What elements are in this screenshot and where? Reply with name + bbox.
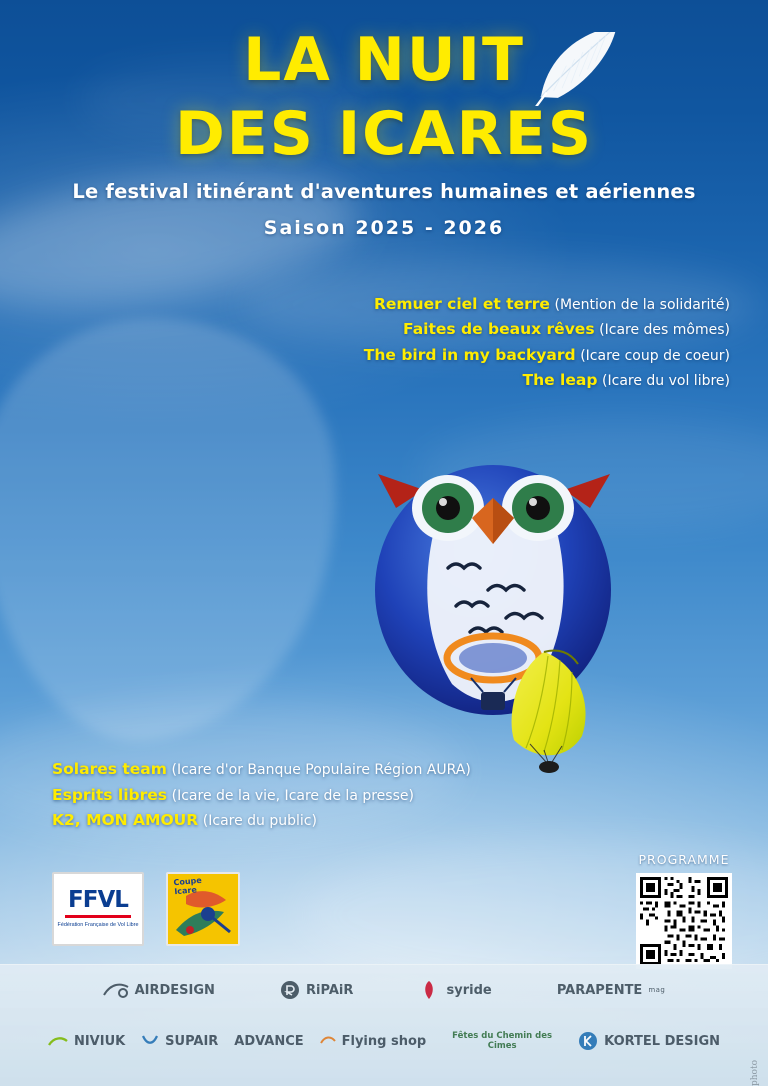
flying-shop-icon	[320, 1033, 336, 1049]
sponsor-logo[interactable]	[442, 1031, 562, 1051]
award-category: (Icare du vol libre)	[602, 373, 730, 390]
sponsor-band	[0, 964, 768, 1086]
ffvl-logo[interactable]	[52, 872, 144, 946]
syride-icon	[418, 979, 440, 1001]
award-name: Remuer ciel et terre	[373, 295, 550, 313]
airdesign-icon	[103, 981, 129, 999]
sponsor-row-1	[0, 979, 768, 1001]
award-item	[364, 368, 730, 393]
sponsor-logo[interactable]	[280, 980, 353, 1000]
award-name: Faites de beaux rêves	[403, 320, 595, 339]
sponsor-name: PARAPENTE	[556, 982, 643, 998]
award-item	[52, 808, 471, 834]
awards-list-top	[364, 292, 730, 394]
feather-icon	[524, 32, 634, 106]
organiser-logos	[52, 872, 240, 946]
poster-title-line1: LA NUIT	[243, 25, 525, 95]
sponsor-name: AIRDESIGN	[134, 982, 215, 998]
award-category: (Icare des mômes)	[599, 322, 730, 339]
sponsor-name: syride	[446, 982, 492, 998]
sponsor-name: Fêtes du Chemin des Cimes	[452, 1031, 553, 1051]
hot-air-balloon-image	[338, 440, 668, 780]
supair-icon	[141, 1033, 159, 1049]
coupe-icare-logo-text	[173, 877, 203, 897]
poster-subtitle: Le festival itinérant d'aventures humaines et aériennes	[72, 180, 696, 203]
award-category: (Icare d'or Banque Populaire Région AURA)	[171, 762, 471, 778]
sponsor-name: Flying shop	[341, 1033, 427, 1049]
awards-list-bottom	[52, 757, 471, 834]
sponsor-row-2	[0, 1031, 768, 1051]
ffvl-logo-bar	[65, 915, 131, 918]
award-item	[364, 343, 730, 368]
award-category: (Icare de la vie, Icare de la presse)	[171, 787, 414, 804]
title-block	[0, 25, 768, 239]
award-name: K2, MON AMOUR	[52, 811, 199, 830]
ffvl-logo-subtitle: Fédération Française de Vol Libre	[57, 921, 139, 928]
sponsor-logo[interactable]	[48, 1034, 125, 1049]
award-name: The leap	[522, 371, 598, 390]
sponsor-logo[interactable]	[103, 981, 215, 999]
award-category: (Icare coup de coeur)	[580, 347, 730, 364]
award-name: Esprits libres	[52, 785, 168, 804]
award-category: (Mention de la solidarité)	[554, 297, 730, 313]
photo-credit: photo	[750, 1060, 760, 1086]
sponsor-name: KORTEL DESIGN	[604, 1033, 721, 1049]
sponsor-logo[interactable]	[578, 1031, 720, 1051]
award-name: The bird in my backyard	[363, 345, 576, 364]
sponsor-logo[interactable]	[418, 979, 491, 1001]
programme-block	[636, 852, 732, 969]
poster-title-line2: DES ICARES	[174, 99, 594, 169]
sponsor-name: NIVIUK	[73, 1033, 126, 1049]
poster-season: Saison 2025 - 2026	[263, 217, 505, 239]
sponsor-logo[interactable]	[557, 983, 666, 998]
sponsor-name: SUPAIR	[165, 1033, 219, 1049]
coupe-icare-line2: Icare	[173, 885, 198, 896]
sponsor-logo[interactable]	[320, 1033, 427, 1049]
sponsor-logo[interactable]	[141, 1033, 218, 1049]
award-category: (Icare du public)	[202, 813, 317, 830]
ripair-icon	[280, 980, 300, 1000]
award-item	[52, 783, 471, 809]
sponsor-name: ADVANCE	[234, 1033, 304, 1049]
niviuk-icon	[48, 1034, 68, 1048]
kortel-design-icon	[578, 1031, 598, 1051]
award-name: Solares team	[52, 760, 167, 778]
sponsor-name: RiPAiR	[306, 982, 354, 998]
qr-code-icon[interactable]	[636, 873, 732, 969]
award-item	[364, 292, 730, 317]
sponsor-tag: mag	[648, 986, 666, 994]
sponsor-logo[interactable]	[234, 1034, 303, 1049]
coupe-icare-line1: Coupe	[173, 875, 203, 888]
ffvl-logo-mark: FFVL	[68, 886, 128, 913]
award-item	[364, 317, 730, 342]
award-item	[52, 757, 471, 783]
coupe-icare-logo[interactable]	[166, 872, 240, 946]
cloud-blob-decoration	[0, 300, 361, 755]
programme-label: PROGRAMME	[638, 852, 730, 867]
